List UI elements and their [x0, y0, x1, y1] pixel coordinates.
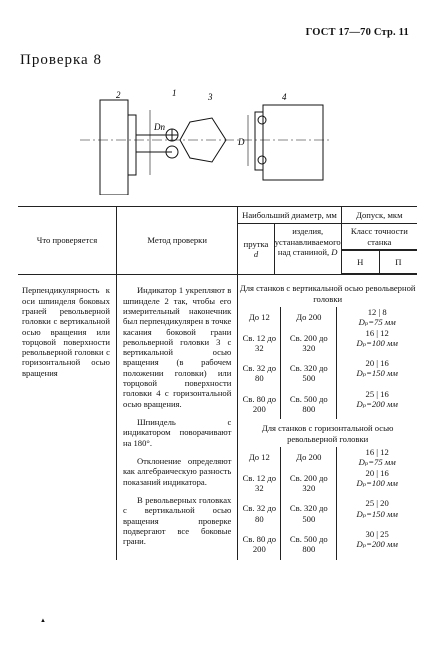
tol-p: 16 — [380, 358, 389, 369]
tol-separator: | — [374, 358, 381, 369]
tol-h: 20 — [365, 358, 375, 369]
tol-separator: | — [374, 447, 381, 457]
section-heading: Для станков с горизонтальной осью револьверной головки — [261, 423, 394, 444]
col-bar: прутка — [243, 238, 269, 249]
table-row — [238, 468, 417, 499]
col-h: Н — [342, 250, 380, 273]
tol-h: 20 — [365, 467, 375, 478]
col-part: изделия, устанавливаемого над станиной, — [274, 226, 341, 257]
tol-dp: Dₚ=75 мм — [358, 457, 396, 468]
cell-part: Св. 500 до 800 — [281, 389, 337, 420]
cell-tolerance — [337, 328, 417, 359]
cell-bar: Св. 32 до 80 — [242, 503, 277, 524]
table-row — [238, 328, 417, 359]
col-tol-header: Допуск, мкм — [341, 207, 417, 224]
tol-h: 16 — [365, 327, 375, 338]
tol-h: 25 — [365, 498, 375, 509]
fig-label-2: 2 — [116, 90, 121, 100]
col-class: Класс точности станка — [342, 224, 417, 250]
col-p: П — [379, 250, 417, 273]
col-diam-header: Наибольший диаметр, мм — [238, 207, 341, 224]
tol-dp: Dₚ=200 мм — [356, 399, 398, 410]
tol-separator: | — [374, 528, 381, 539]
tolerance-table — [238, 447, 417, 560]
cell-bar: Св. 80 до 200 — [242, 393, 277, 415]
cell-bar: Св. 32 до 80 — [242, 363, 277, 384]
cell-bar: Св. 12 до 32 — [242, 332, 277, 353]
check-description: Перпендикулярность к оси шпинделя боковых граней револьверной головки с вертикальной осью вращения или торцовой поверхности револьверной головки с горизонтальной осью вращения — [22, 285, 110, 378]
cell-bar: Св. 12 до 32 — [242, 472, 277, 493]
cell-bar: Св. 80 до 200 — [242, 533, 277, 555]
method-p4: В револьверных головках с вертикальной осью вращения проверке подвергают все боковые грани. — [122, 494, 232, 547]
fig-label-3: 3 — [208, 92, 213, 102]
cell-part: Св. 200 до 320 — [281, 328, 337, 359]
page-header: ГОСТ 17—70 Стр. 11 — [305, 27, 409, 38]
table-row — [238, 498, 417, 529]
table-row — [238, 358, 417, 389]
fig-dim-d: D — [238, 137, 245, 147]
cell-part: До 200 — [281, 447, 337, 468]
method-p1: Индикатор 1 укрепляют в шпинделе 2 так, чтобы его измерительный наконечник был перпендикулярен в точке касания боковой грани револьверной головки 3 с вертикальной осью вращения (в рабочем положении головки) или торцовой поверхности головки 4 с горизонтальной осью вращения. — [122, 285, 232, 409]
table-row — [238, 389, 417, 420]
technical-drawing — [80, 80, 330, 195]
fig-label-4: 4 — [282, 92, 287, 102]
cell-part: До 200 — [281, 307, 337, 328]
tol-h: 12 — [367, 306, 377, 317]
tol-separator: | — [374, 498, 381, 509]
tol-p: 16 — [380, 388, 389, 399]
tol-p: 16 — [380, 467, 389, 478]
cell-bar: До 12 — [248, 452, 270, 462]
page-mark: ▲ — [40, 618, 46, 624]
cell-part: Св. 320 до 500 — [281, 498, 337, 529]
tol-dp: Dₚ=75 мм — [358, 317, 396, 328]
cell-tolerance — [337, 358, 417, 389]
tol-dp: Dₚ=150 мм — [356, 368, 398, 379]
col-part-sym: D — [331, 246, 338, 257]
method-p3: Отклонение определяют как алгебраическую разность показаний индикатора. — [122, 455, 232, 487]
tol-p: 12 — [380, 327, 389, 338]
tol-separator: | — [374, 467, 381, 478]
tol-p: 25 — [380, 528, 389, 539]
section-heading: Для станков с вертикальной осью револьверной головки — [239, 283, 416, 304]
tol-p: 12 — [380, 447, 389, 457]
cell-part: Св. 200 до 320 — [281, 468, 337, 499]
cell-part: Св. 500 до 800 — [281, 529, 337, 560]
method-p2: Шпиндель с индикатором поворачивают на 180°. — [122, 417, 232, 448]
tol-h: 30 — [365, 528, 375, 539]
tol-separator: | — [374, 388, 381, 399]
col-check-header: Что проверяется — [18, 207, 116, 275]
tol-h: 16 — [365, 447, 375, 457]
check-table — [18, 206, 417, 560]
cell-tolerance — [337, 307, 417, 328]
fig-label-1: 1 — [172, 88, 177, 98]
cell-bar: До 12 — [248, 311, 270, 322]
tol-separator: | — [376, 306, 383, 317]
tolerance-table — [238, 307, 417, 420]
col-method-header: Метод проверки — [116, 207, 237, 275]
tol-dp: Dₚ=200 мм — [356, 539, 398, 550]
cell-tolerance — [337, 529, 417, 560]
cell-tolerance — [337, 498, 417, 529]
tol-p: 20 — [380, 498, 389, 509]
col-bar-sym: d — [253, 249, 259, 260]
table-row — [238, 307, 417, 328]
tol-h: 25 — [365, 388, 375, 399]
table-row — [238, 529, 417, 560]
tol-dp: Dₚ=150 мм — [356, 508, 398, 519]
tol-separator: | — [374, 327, 381, 338]
section-title: Проверка 8 — [20, 52, 102, 68]
cell-part: Св. 320 до 500 — [281, 358, 337, 389]
tol-p: 8 — [382, 306, 387, 317]
cell-tolerance — [337, 389, 417, 420]
tol-dp: Dₚ=100 мм — [356, 337, 398, 348]
cell-tolerance — [337, 447, 417, 468]
tol-dp: Dₚ=100 мм — [356, 477, 398, 488]
table-row — [238, 447, 417, 468]
fig-dim-dp: Dп — [154, 122, 165, 132]
cell-tolerance — [337, 468, 417, 499]
